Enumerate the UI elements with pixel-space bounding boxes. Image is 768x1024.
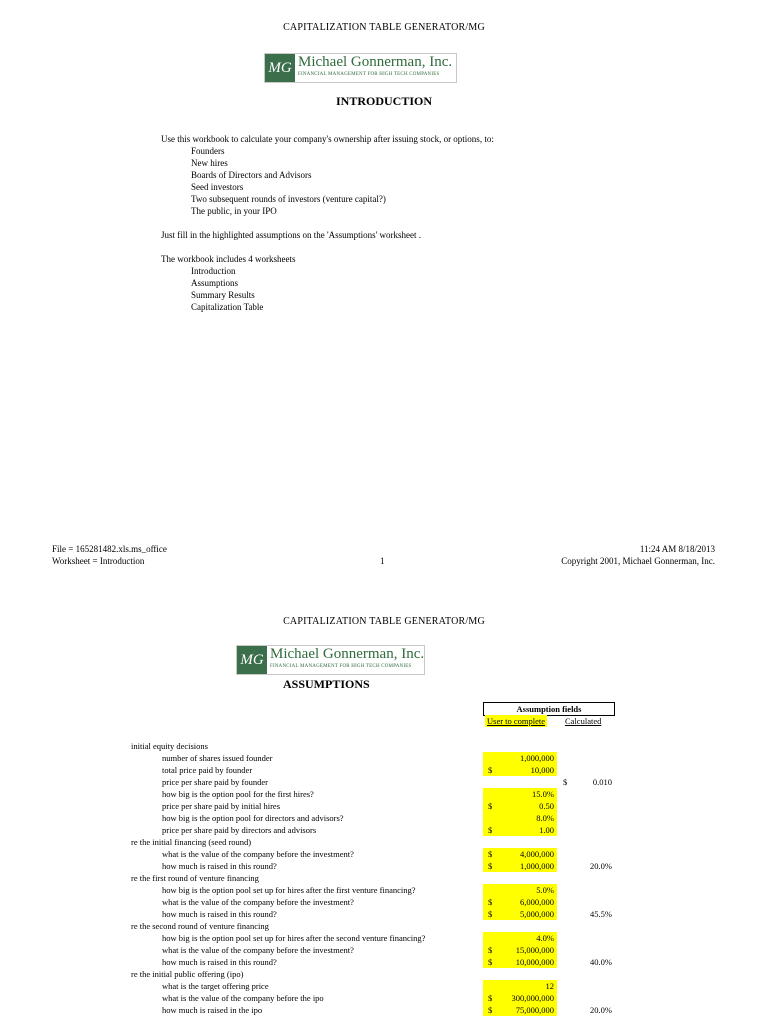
intro-body [161,133,494,313]
currency-symbol: $ [488,825,493,835]
section-row [0,968,768,980]
user-to-complete-header: User to complete [487,716,546,726]
page1-header-title: CAPITALIZATION TABLE GENERATOR/MG [283,22,485,33]
assumption-row [0,860,768,872]
input-value[interactable]: 300,000,000 [511,993,554,1003]
currency-symbol: $ [488,945,493,955]
input-value[interactable]: 1,000,000 [520,753,554,763]
input-value[interactable]: 1,000,000 [520,861,554,871]
calculated-value: 45.5% [590,909,612,919]
footer-datetime: 11:24 AM 8/18/2013 [639,544,715,554]
recipient-item: The public, in your IPO [191,206,277,216]
currency-symbol: $ [488,765,493,775]
calculated-value: 40.0% [590,957,612,967]
intro-line: Use this workbook to calculate your company's ownership after issuing stock, or options, to: [161,134,494,144]
logo-mark: MG [237,646,267,674]
assumption-row [0,764,768,776]
page2-header-title: CAPITALIZATION TABLE GENERATOR/MG [283,616,485,627]
assumption-row [0,824,768,836]
assumption-row [0,992,768,1004]
row-label: re the initial financing (seed round) [131,837,252,847]
row-label: how big is the option pool set up for hires after the second venture financing? [162,933,426,943]
row-label: re the second round of venture financing [131,921,269,931]
footer-right [561,543,715,567]
calculated-value: 0.010 [592,777,612,787]
assumption-row [0,956,768,968]
section-row [0,740,768,752]
row-label: re the first round of venture financing [131,873,259,883]
input-value[interactable]: 75,000,000 [515,1005,554,1015]
input-value[interactable]: 15,000,000 [515,945,554,955]
recipient-item: Founders [191,146,225,156]
assumption-row [0,944,768,956]
row-label: how much is raised in this round? [162,861,277,871]
row-label: what is the value of the company before the investment? [162,897,354,907]
row-label: how big is the option pool set up for hires after the first venture financing? [162,885,416,895]
assumptions-title: ASSUMPTIONS [283,677,370,691]
input-value[interactable]: 5,000,000 [520,909,554,919]
section-row [0,872,768,884]
row-label: how big is the option pool for the first hires? [162,789,314,799]
currency-symbol: $ [488,909,493,919]
company-logo [236,645,425,675]
currency-symbol: $ [488,1005,493,1015]
row-label: what is the value of the company before the investment? [162,849,354,859]
worksheets-intro: The workbook includes 4 worksheets [161,254,296,264]
section-row [0,836,768,848]
assumption-row [0,812,768,824]
currency-symbol: $ [488,897,493,907]
row-label: how much is raised in the ipo [162,1005,263,1015]
calculated-header: Calculated [565,716,602,726]
row-label: re the initial public offering (ipo) [131,969,244,979]
row-label: total price paid by founder [162,765,253,775]
logo-name: Michael Gonnerman, Inc. [270,646,425,662]
input-value[interactable]: 10,000,000 [515,957,554,967]
row-label: how much is raised in this round? [162,957,277,967]
instruction-text: Just fill in the highlighted assumptions on the 'Assumptions' worksheet . [161,230,421,240]
assumption-fields-header: Assumption fields [483,702,615,716]
recipient-item: Two subsequent rounds of investors (venture capital?) [191,194,386,204]
footer-file: File = 165281482.xls.ms_office [52,544,167,554]
logo-tagline: FINANCIAL MANAGEMENT FOR HIGH TECH COMPANIES [298,72,440,77]
row-label: what is the value of the company before the ipo [162,993,324,1003]
row-label: price per share paid by directors and advisors [162,825,317,835]
company-logo [264,53,457,83]
input-value[interactable]: 0.50 [539,801,554,811]
assumption-row [0,896,768,908]
input-value[interactable]: 12 [545,981,554,991]
calculated-value: 20.0% [590,1005,612,1015]
calculated-value: 20.0% [590,861,612,871]
section-row [0,920,768,932]
row-label: price per share paid by founder [162,777,268,787]
input-value[interactable]: 10,000 [530,765,554,775]
assumption-row [0,788,768,800]
row-label: price per share paid by initial hires [162,801,281,811]
input-value[interactable]: 4,000,000 [520,849,554,859]
currency-symbol: $ [488,993,493,1003]
calc-currency-symbol: $ [563,777,568,787]
assumption-row [0,1004,768,1016]
assumption-row [0,776,768,788]
recipient-item: Boards of Directors and Advisors [191,170,312,180]
row-label: what is the value of the company before the investment? [162,945,354,955]
recipient-item: Seed investors [191,182,244,192]
recipient-item: New hires [191,158,228,168]
row-label: how much is raised in this round? [162,909,277,919]
row-label: what is the target offering price [162,981,269,991]
currency-symbol: $ [488,861,493,871]
footer-page-number: 1 [380,556,385,566]
input-value[interactable]: 5.0% [536,885,554,895]
currency-symbol: $ [488,849,493,859]
assumption-row [0,932,768,944]
input-value[interactable]: 6,000,000 [520,897,554,907]
footer-worksheet: Worksheet = Introduction [52,556,145,566]
introduction-title: INTRODUCTION [335,94,432,108]
assumption-row [0,980,768,992]
assumption-row [0,884,768,896]
input-value[interactable]: 4.0% [536,933,554,943]
input-value[interactable]: 8.0% [536,813,554,823]
logo-tagline: FINANCIAL MANAGEMENT FOR HIGH TECH COMPANIES [270,664,412,669]
worksheet-item: Summary Results [191,290,255,300]
row-label: number of shares issued founder [162,753,273,763]
worksheet-item: Introduction [191,266,236,276]
assumption-row [0,848,768,860]
row-label: how big is the option pool for directors and advisors? [162,813,344,823]
currency-symbol: $ [488,801,493,811]
assumption-row [0,908,768,920]
assumption-row [0,800,768,812]
input-value[interactable]: 1.00 [539,825,554,835]
logo-name: Michael Gonnerman, Inc. [298,54,453,70]
currency-symbol: $ [488,957,493,967]
worksheet-item: Assumptions [191,278,239,288]
logo-mark: MG [265,54,295,82]
assumption-row [0,752,768,764]
input-value[interactable]: 15.0% [532,789,554,799]
worksheet-item: Capitalization Table [191,302,264,312]
footer-left [52,543,167,567]
footer-copyright: Copyright 2001, Michael Gonnerman, Inc. [561,556,715,566]
row-label: initial equity decisions [131,741,208,751]
